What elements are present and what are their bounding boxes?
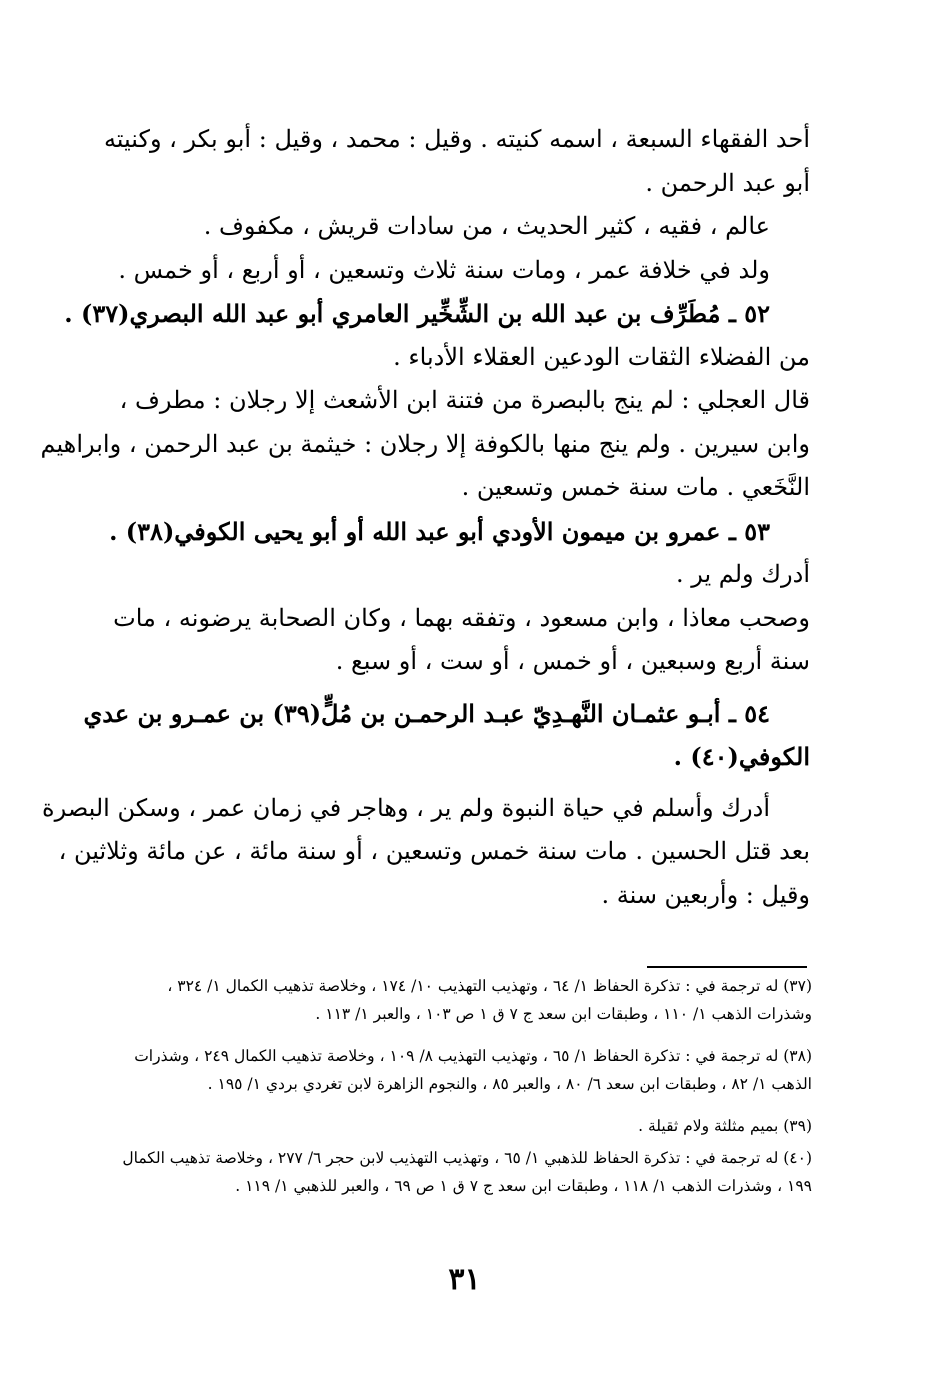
footnote-37-cont: وشذرات الذهب ١/ ١١٠ ، وطبقات ابن سعد ج ٧ ق ١ ص ١٠٣ ، والعبر ١/ ١١٣ . (315, 1005, 812, 1023)
entry-heading-54-cont: الكوفي(٤٠) . (673, 742, 810, 771)
text-line: عالم ، فقيه ، كثير الحديث ، من سادات قريش ، مكفوف . (203, 212, 770, 240)
footnote-38-cont: الذهب ١/ ٨٢ ، وطبقات ابن سعد ٦/ ٨٠ ، والعبر ٨٥ ، والنجوم الزاهرة لابن تغردي بردي ١/ ١٩٥ . (207, 1075, 812, 1093)
text-line: قال العجلي : لم ينج بالبصرة من فتنة ابن الأشعث إلا رجلان : مطرف ، (119, 386, 810, 414)
text-line: أدرك ولم ير . (675, 560, 810, 588)
footnote-37: (٣٧) له ترجمة في : تذكرة الحفاظ ١/ ٦٤ ، وتهذيب التهذيب ١٠/ ١٧٤ ، وخلاصة تذهيب الكمال ١/ ٣٢٤ ، (167, 977, 812, 995)
footnote-divider (647, 966, 807, 968)
footnote-38: (٣٨) له ترجمة في : تذكرة الحفاظ ١/ ٦٥ ، وتهذيب التهذيب ٨/ ١٠٩ ، وخلاصة تذهيب الكمال ٢٤٩ ، وشذرات (134, 1047, 812, 1065)
text-line: أبو عبد الرحمن . (645, 168, 810, 197)
footnote-39: (٣٩) بميم مثلثة ولام ثقيلة . (638, 1117, 812, 1135)
text-line: أدرك وأسلم في حياة النبوة ولم ير ، وهاجر في زمان عمر ، وسكن البصرة (42, 793, 770, 822)
footnote-40-cont: ١٩٩ ، وشذرات الذهب ١/ ١١٨ ، وطبقات ابن سعد ج ٧ ق ١ ص ٦٩ ، والعبر للذهبي ١/ ١١٩ . (235, 1177, 812, 1195)
text-line: وقيل : وأربعين سنة . (601, 880, 810, 909)
text-line: أحد الفقهاء السبعة ، اسمه كنيته . وقيل : محمد ، وقيل : أبو بكر ، وكنيته (103, 125, 810, 153)
text-line: ولد في خلافة عمر ، ومات سنة ثلاث وتسعين ، أو أربع ، أو خمس . (118, 255, 770, 284)
entry-heading-54: ٥٤ ـ أبـو عثمـان النَّهـدِيّ عبـد الرحمـن بن مُلٍّ(٣٩) بن عمـرو بن عدي (83, 698, 770, 728)
footnotes (96, 972, 812, 1200)
text-line: سنة أربع وسبعين ، أو خمس ، أو ست ، أو سبع . (335, 647, 810, 675)
footnote-40: (٤٠) له ترجمة في : تذكرة الحفاظ للذهبي ١/ ٦٥ ، وتهذيب التهذيب لابن حجر ٦/ ٢٧٧ ، وخلاصة تذهيب الكمال (122, 1149, 812, 1167)
text-line: وابن سيرين . ولم ينج منها بالكوفة إلا رجلان : خيثمة بن عبد الرحمن ، وابراهيم (40, 429, 810, 458)
text-line: وصحب معاذا ، وابن مسعود ، وتفقه بهما ، وكان الصحابة يرضونه ، مات (113, 603, 810, 632)
text-line: النَّخَعي . مات سنة خمس وتسعين . (461, 473, 810, 501)
entry-heading-53: ٥٣ ـ عمرو بن ميمون الأودي أبو عبد الله أو أبو يحيى الكوفي(٣٨) . (109, 516, 770, 546)
text-line: من الفضلاء الثقات الودعين العقلاء الأدباء . (393, 342, 810, 371)
text-line: بعد قتل الحسين . مات سنة خمس وتسعين ، أو سنة مائة ، عن مائة وثلاثين ، (58, 837, 810, 865)
entry-heading-52: ٥٢ ـ مُطَرِّف بن عبد الله بن الشِّخِّير العامري أبو عبد الله البصري(٣٧) . (64, 299, 770, 328)
main-text (40, 118, 810, 917)
page-number: ٣١ (448, 1262, 481, 1297)
